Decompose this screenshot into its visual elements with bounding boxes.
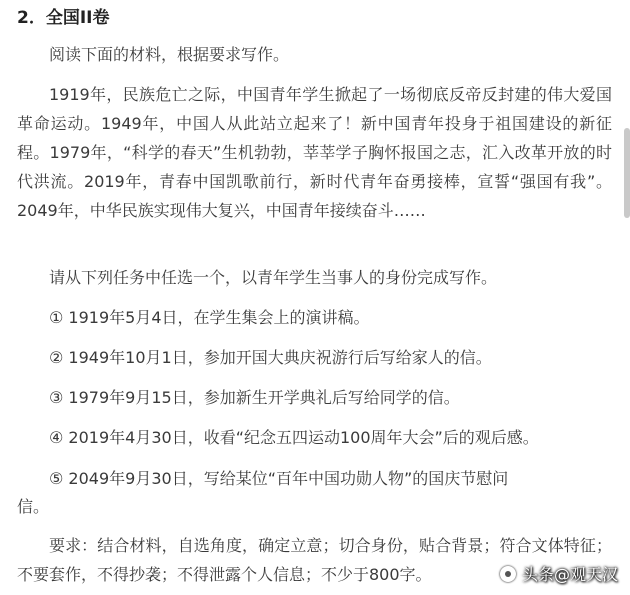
task-item-5-continuation: 信。 xyxy=(17,497,50,516)
intro-paragraph: 阅读下面的材料，根据要求写作。 xyxy=(49,45,290,64)
watermark xyxy=(500,562,618,585)
requirements-paragraph: 要求：结合材料，自选角度，确定立意；切合身份，贴合背景；符合文体特征；不要套作，不得抄袭；不得泄露个人信息；不少于800字。 xyxy=(17,536,612,584)
scrollbar-thumb[interactable] xyxy=(624,128,630,218)
task-item-4: ④ 2019年4月30日，收看“纪念五四运动100周年大会”后的观后感。 xyxy=(49,428,539,447)
task-item-2: ② 1949年10月1日，参加开国大典庆祝游行后写给家人的信。 xyxy=(49,348,492,367)
material-paragraph: 1919年，民族危亡之际，中国青年学生掀起了一场彻底反帝反封建的伟大爱国革命运动。1949年，中国人从此站立起来了！新中国青年投身于祖国建设的新征程。1979年，“科学的春天”生机勃勃，莘莘学子胸怀报国之志，汇入改革开放的时代洪流。2019年，青春中国凯歌前行，新时代青年奋勇接棒，宣誓“强国有我”。2049年，中华民族实现伟大复兴，中国青年接续奋斗…… xyxy=(17,85,612,220)
task-prompt: 请从下列任务中任选一个，以青年学生当事人的身份完成写作。 xyxy=(49,268,498,287)
watermark-text: 头条@观天汉 xyxy=(521,565,618,584)
toutiao-logo-icon xyxy=(500,566,516,582)
task-item-1: ① 1919年5月4日，在学生集会上的演讲稿。 xyxy=(49,308,370,327)
section-heading: 2．全国II卷 xyxy=(17,8,110,28)
task-item-3: ③ 1979年9月15日，参加新生开学典礼后写给同学的信。 xyxy=(49,388,460,407)
task-item-5: ⑤ 2049年9月30日，写给某位“百年中国功勋人物”的国庆节慰问 xyxy=(49,469,509,488)
